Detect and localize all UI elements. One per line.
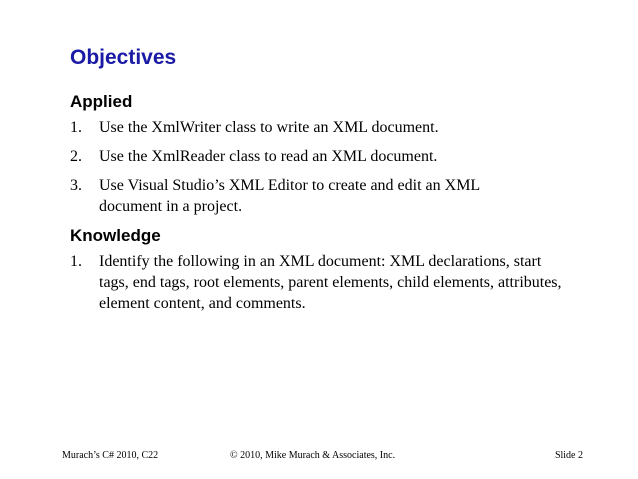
list-item — [70, 146, 590, 167]
slide-title: Objectives — [70, 46, 177, 69]
list-item-number: 2. — [70, 148, 82, 165]
section-heading-knowledge: Knowledge — [70, 226, 161, 245]
section-heading-applied: Applied — [70, 92, 133, 111]
list-item-text: Use the XmlWriter class to write an XML document. — [99, 119, 439, 136]
list-item — [70, 175, 590, 217]
list-item-number: 1. — [70, 253, 82, 270]
footer-slide-number: Slide 2 — [554, 450, 583, 461]
footer-copyright: © 2010, Mike Murach & Associates, Inc. — [230, 450, 396, 461]
knowledge-objectives-list — [70, 251, 590, 322]
list-item-number: 1. — [70, 119, 82, 136]
applied-objectives-list — [70, 117, 590, 225]
list-item-number: 3. — [70, 177, 82, 194]
list-item — [70, 251, 590, 314]
list-item-text: Use the XmlReader class to read an XML document. — [99, 148, 438, 165]
list-item-text: Identify the following in an XML document: XML declarations, start tags, end tags, root elements, parent elements, child elements, attributes, element content, and comments. — [99, 253, 562, 312]
list-item-text: Use Visual Studio’s XML Editor to create and edit an XML document in a project. — [99, 177, 480, 215]
footer-course-label: Murach’s C# 2010, C22 — [62, 450, 159, 461]
list-item — [70, 117, 590, 138]
